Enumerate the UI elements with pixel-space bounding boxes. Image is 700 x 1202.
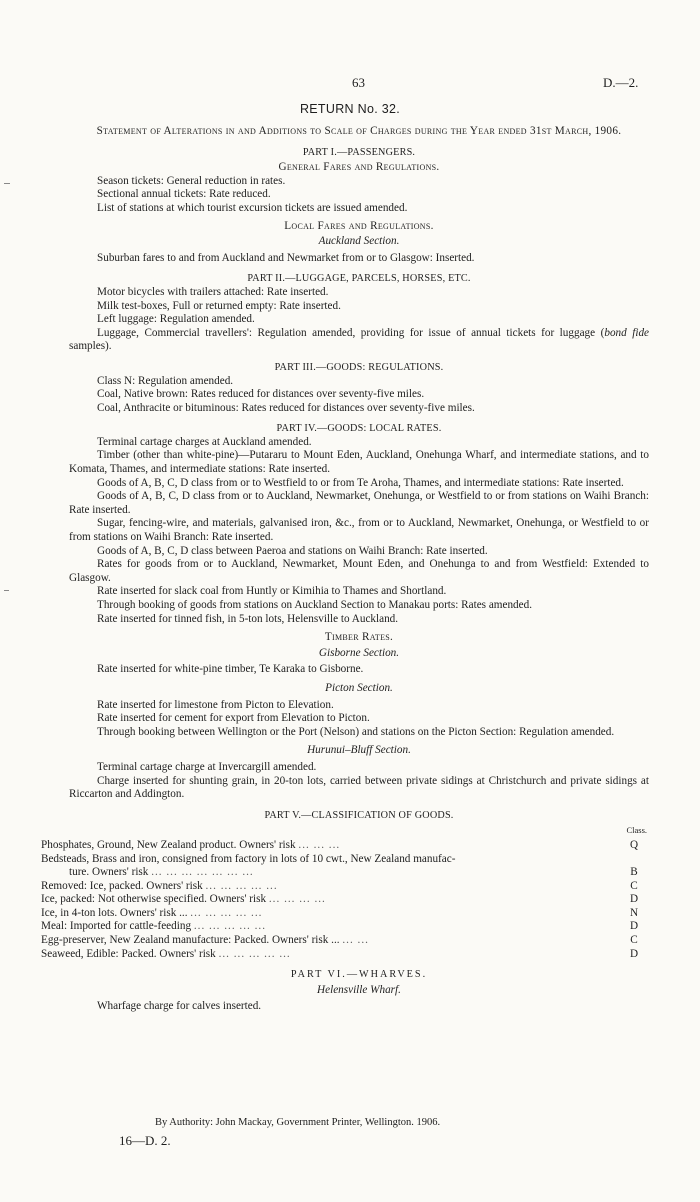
class-letter: C [630, 934, 638, 947]
luggage-italic-text: bond fide [604, 326, 650, 339]
table-row [41, 934, 649, 948]
table-row [41, 893, 649, 907]
list-item: Class N: Regulation amended. [97, 374, 234, 387]
table-row [41, 866, 649, 880]
leader-dots: ... ... [342, 934, 369, 947]
table-row [41, 880, 649, 894]
picton-section-heading: Picton Section. [325, 681, 393, 694]
part-vi-heading: PART VI.—WHARVES. [290, 969, 428, 981]
leader-dots: ... ... ... ... [268, 893, 326, 906]
item-text: ture. Owners' risk [69, 866, 149, 879]
list-item: Terminal cartage charges at Auckland amended. [97, 435, 312, 448]
luggage-text-end: samples). [69, 340, 112, 353]
list-item: Sugar, fencing-wire, and materials, galvanised iron, &c., from or to Auckland, Newmarket, Onehunga, or Westfield to or from stations on Waihi Branch: Rate inserted. [69, 517, 649, 544]
leader-dots: ... ... ... ... ... [193, 920, 266, 933]
class-letter [619, 853, 649, 867]
table-row [41, 948, 649, 962]
class-letter: D [629, 920, 639, 933]
general-fares-heading: General Fares and Regulations. [278, 161, 440, 174]
item-text: Bedsteads, Brass and iron, consigned from factory in lots of 10 cwt., New Zealand manufac- [41, 852, 456, 865]
list-item: Wharfage charge for calves inserted. [97, 1000, 262, 1013]
list-item: Milk test-boxes, Full or returned empty: Rate inserted. [97, 299, 341, 312]
part-iv-heading: PART IV.—GOODS: LOCAL RATES. [276, 423, 442, 435]
timber-rates-heading: Timber Rates. [324, 631, 394, 644]
part-ii-heading: PART II.—LUGGAGE, PARCELS, HORSES, ETC. [247, 273, 471, 285]
auckland-section-heading: Auckland Section. [318, 235, 400, 248]
class-letter: C [630, 879, 638, 892]
class-letter: N [629, 906, 639, 919]
table-row [41, 853, 649, 867]
list-item: Rate inserted for slack coal from Huntly or Kimihia to Thames and Shortland. [97, 585, 447, 598]
list-item: Coal, Native brown: Rates reduced for distances over seventy-five miles. [97, 388, 425, 401]
printer-imprint: By Authority: John Mackay, Government Printer, Wellington. 1906. [155, 1117, 441, 1128]
margin-mark [4, 183, 10, 184]
class-letter: Q [629, 838, 639, 851]
list-item [69, 327, 649, 354]
helensville-wharf-heading: Helensville Wharf. [317, 983, 401, 996]
luggage-text: Luggage, Commercial travellers': Regulation amended, providing for issue of annual tickets for luggage ( [97, 326, 605, 339]
page-number: 63 [352, 75, 365, 90]
list-item: Sectional annual tickets: Rate reduced. [97, 188, 271, 201]
item-text: Seaweed, Edible: Packed. Owners' risk [41, 947, 216, 960]
list-item: Through booking of goods from stations on Auckland Section to Manakau ports: Rates amended. [97, 599, 533, 611]
list-item: Goods of A, B, C, D class from or to Westfield to or from Te Aroha, Thames, and intermediate stations: Rate inserted. [97, 476, 624, 489]
list-item: Season tickets: General reduction in rates. [97, 174, 286, 187]
list-item: Rate inserted for limestone from Picton to Elevation. [97, 698, 334, 711]
list-item: Suburban fares to and from Auckland and Newmarket from or to Glasgow: Inserted. [97, 251, 475, 264]
gisborne-section-heading: Gisborne Section. [318, 646, 400, 659]
list-item: Rate inserted for tinned fish, in 5-ton lots, Helensville to Auckland. [97, 612, 399, 625]
list-item: Rates for goods from or to Auckland, Newmarket, Mount Eden, and Onehunga to and from Westfield: Extended to Glasgow. [69, 558, 649, 584]
list-item: Goods of A, B, C, D class from or to Auckland, Newmarket, Onehunga, or Westfield to or from stations on Waihi Branch: Rate inserted. [69, 490, 649, 516]
classification-table [41, 839, 649, 961]
leader-dots: ... ... ... ... ... [190, 906, 263, 919]
class-letter: D [629, 893, 639, 906]
part-v-heading: PART V.—CLASSIFICATION OF GOODS. [264, 809, 454, 821]
list-item: Timber (other than white-pine)—Putararu to Mount Eden, Auckland, Onehunga Wharf, and intermediate stations, and to Komata, Thames, and intermediate stations: Rate inserted. [69, 449, 649, 476]
item-text: Meal: Imported for cattle-feeding [41, 920, 192, 933]
list-item: Charge inserted for shunting grain, in 20-ton lots, carried between private sidings at Christchurch and private sidings at Riccarton and Addington. [69, 774, 649, 801]
document-reference: D.—2. [603, 75, 639, 90]
table-row [41, 839, 649, 853]
class-letter: B [630, 866, 638, 879]
document-body [41, 125, 650, 1014]
list-item: List of stations at which tourist excursion tickets are issued amended. [97, 201, 408, 214]
part-i-heading: PART I.—PASSENGERS. [302, 146, 416, 158]
item-text: Ice, in 4-ton lots. Owners' risk ... [41, 906, 188, 919]
list-item: Left luggage: Regulation amended. [97, 313, 255, 326]
table-row [41, 920, 649, 934]
list-item: Rate inserted for cement for export from Elevation to Picton. [97, 712, 370, 725]
return-title: RETURN No. 32. [299, 102, 401, 116]
sheet-code: 16—D. 2. [119, 1133, 171, 1148]
hurunui-bluff-section-heading: Hurunui–Bluff Section. [307, 744, 411, 757]
class-column-header: Class. [626, 825, 647, 836]
class-letter: D [629, 947, 639, 960]
list-item: Coal, Anthracite or bituminous: Rates reduced for distances over seventy-five miles. [97, 401, 475, 414]
part-iii-heading: PART III.—GOODS: REGULATIONS. [274, 361, 444, 373]
list-item: Through booking between Wellington or the Port (Nelson) and stations on the Picton Section: Regulation amended. [97, 725, 615, 738]
leader-dots: ... ... ... ... ... [205, 879, 278, 892]
leader-dots: ... ... ... ... ... ... ... [151, 866, 254, 879]
leader-dots: ... ... ... [298, 838, 341, 851]
list-item: Rate inserted for white-pine timber, Te Karaka to Gisborne. [97, 663, 364, 676]
item-text: Ice, packed: Not otherwise specified. Owners' risk [41, 893, 267, 906]
item-text: Removed: Ice, packed. Owners' risk [41, 879, 203, 892]
item-text: Phosphates, Ground, New Zealand product. Owners' risk [41, 838, 296, 851]
margin-mark [4, 590, 9, 591]
item-text: Egg-preserver, New Zealand manufacture: Packed. Owners' risk ... [41, 934, 340, 947]
local-fares-heading: Local Fares and Regulations. [284, 219, 434, 232]
list-item: Motor bicycles with trailers attached: Rate inserted. [97, 285, 329, 298]
statement-heading: Statement of Alterations in and Additions to Scale of Charges during the Year ended 31st March, 1906. [96, 125, 622, 137]
leader-dots: ... ... ... ... ... [218, 947, 291, 960]
list-item: Goods of A, B, C, D class between Paeroa and stations on Waihi Branch: Rate inserted. [97, 544, 488, 557]
list-item: Terminal cartage charge at Invercargill amended. [97, 760, 317, 773]
table-row [41, 907, 649, 921]
